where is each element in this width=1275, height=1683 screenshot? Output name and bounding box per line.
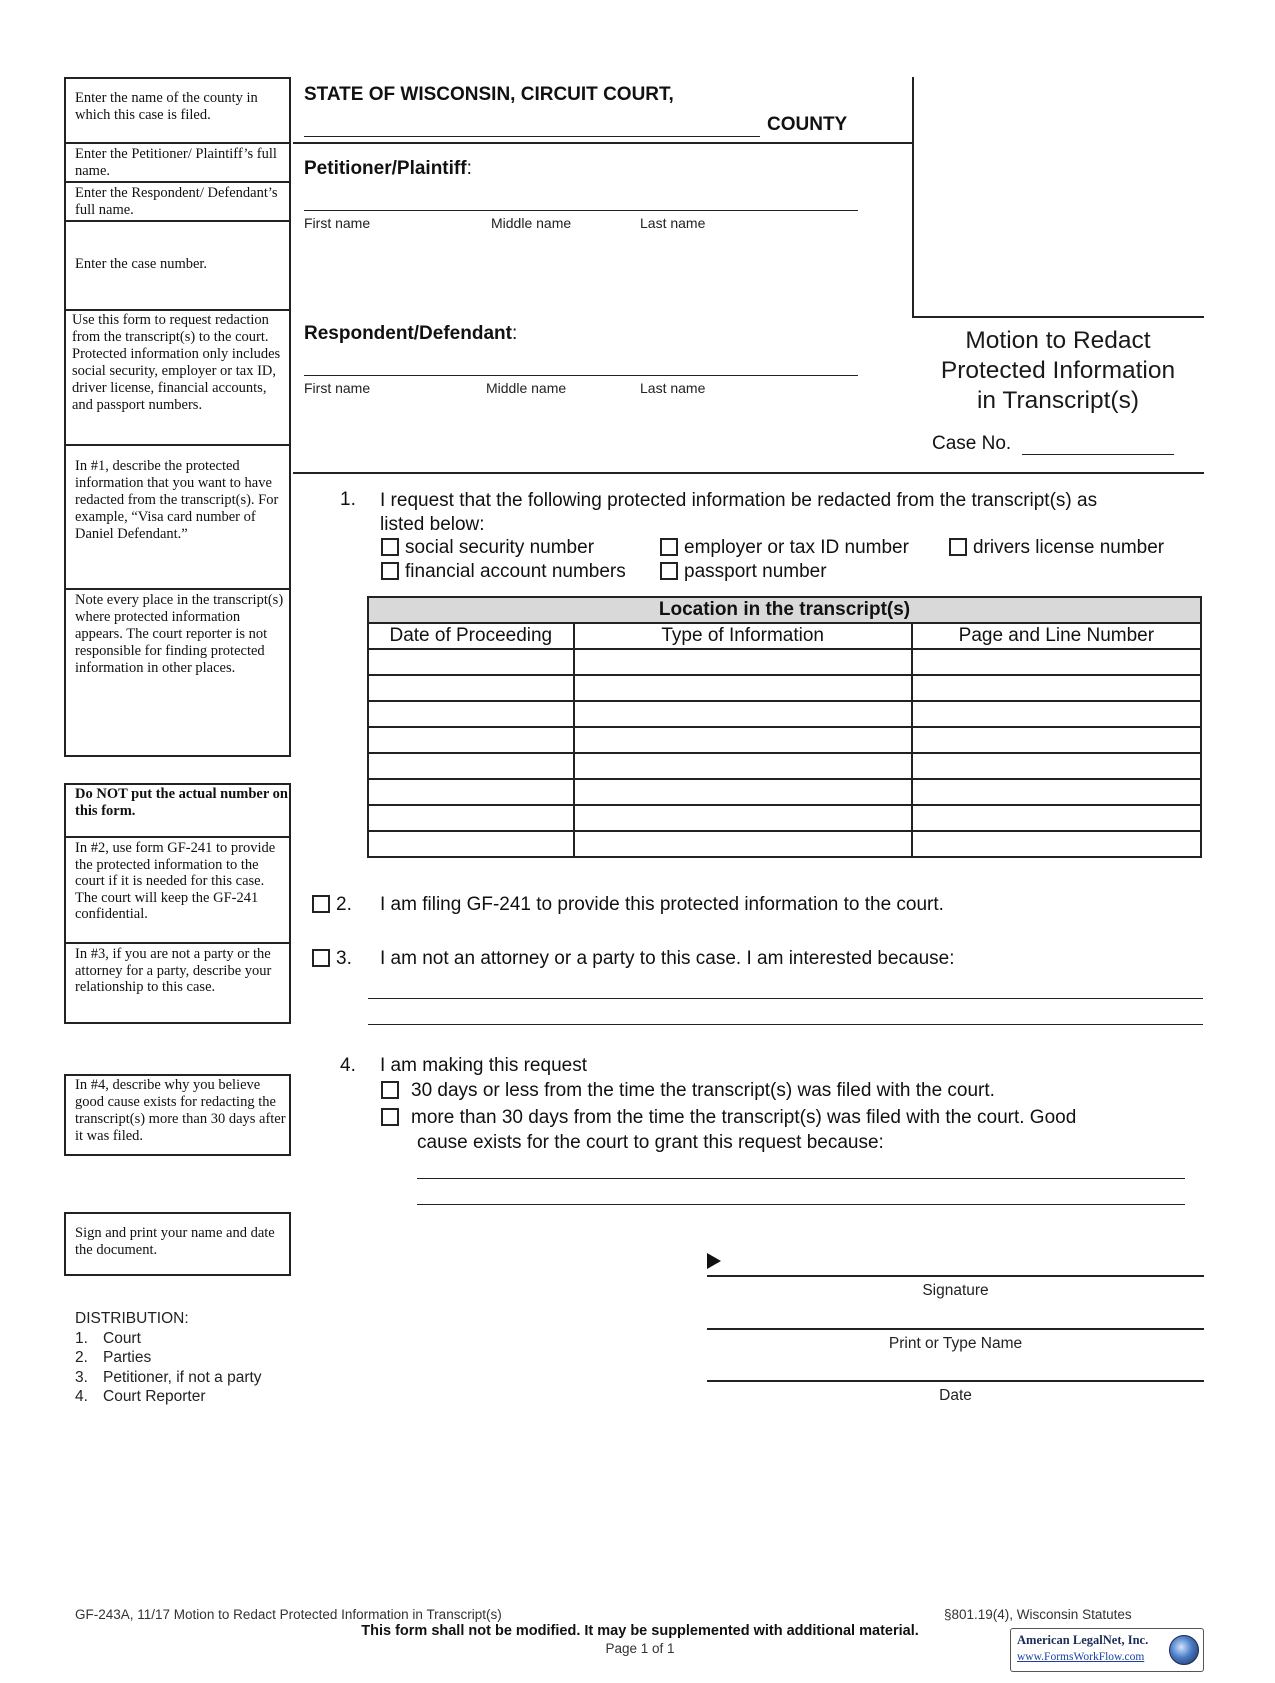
sidebar-county-hint: Enter the name of the county in which this case is filed.: [75, 90, 258, 123]
checkbox[interactable]: [660, 538, 678, 556]
location-table-title: Location in the transcript(s): [368, 597, 1201, 623]
respondent-first-name-caption: First name: [304, 380, 371, 396]
date-line[interactable]: [707, 1380, 1204, 1382]
sidebar-do-not-hint: Do NOT put the actual number on this form.: [75, 786, 288, 819]
footer-form-id: GF-243A, 11/17 Motion to Redact Protected Information in Transcript(s): [75, 1607, 502, 1622]
checkbox[interactable]: [660, 562, 678, 580]
sidebar-item2-hint: In #2, use form GF-241 to provide the protected information to the court if it is needed for this case. The court will keep the GF-241 confidential.: [66, 836, 289, 942]
case-box-bottom-border: [912, 316, 1204, 318]
sidebar-use-form-hint: Use this form to request redaction from the transcript(s) to the court. Protected information only includes social security, employer or tax ID, driver license, financial accounts, and passport numbers.: [66, 309, 289, 444]
sidebar-item1-hint: In #1, describe the protected information that you want to have redacted from the transcript(s). For example, “Visa card number of Daniel Defendant.”: [66, 444, 289, 588]
footer-statute: §801.19(4), Wisconsin Statutes: [944, 1607, 1132, 1622]
section3-text: I am not an attorney or a party to this case. I am interested because:: [380, 948, 955, 969]
checkbox[interactable]: [381, 538, 399, 556]
table-row: [368, 675, 1201, 701]
section1-text-line: listed below:: [380, 514, 485, 535]
sidebar-item4-hint: In #4, describe why you believe good cause exists for redacting the transcript(s) more than 30 days after it was filed.: [75, 1077, 286, 1144]
sidebar-note-every-hint: Note every place in the transcript(s) where protected information appears. The court reporter is not responsible for finding protected information in other places.: [66, 588, 289, 755]
respondent-name-line[interactable]: [304, 375, 858, 376]
table-row: [368, 831, 1201, 857]
section2-checkbox[interactable]: [312, 895, 330, 913]
form-title-line: Motion to Redact: [965, 327, 1151, 354]
section4-option1[interactable]: 30 days or less from the time the transcript(s) was filed with the court.: [381, 1080, 995, 1102]
signature-arrow-icon: [707, 1253, 721, 1269]
section4-text: I am making this request: [380, 1055, 587, 1076]
column-header-type: Type of Information: [574, 623, 912, 649]
section4-answer-line[interactable]: [417, 1204, 1185, 1205]
print-name-line[interactable]: [707, 1328, 1204, 1330]
section3-checkbox[interactable]: [312, 949, 330, 967]
signature-caption: Signature: [922, 1282, 989, 1299]
section2-number: 2.: [336, 894, 352, 915]
case-box-left-border: [912, 77, 914, 317]
form-title-line: in Transcript(s): [976, 387, 1139, 414]
sidebar-petitioner-hint: Enter the Petitioner/ Plaintiff’s full name.: [66, 142, 289, 181]
table-row: [368, 649, 1201, 675]
vendor-badge[interactable]: [1010, 1628, 1204, 1672]
sidebar-sign-box: [64, 1212, 291, 1276]
county-label: COUNTY: [767, 114, 848, 135]
section3-answer-line[interactable]: [368, 998, 1203, 999]
form-title-line: Protected Information: [940, 357, 1176, 384]
petitioner-first-name-caption: First name: [304, 215, 371, 231]
column-header-date: Date of Proceeding: [368, 623, 574, 649]
date-caption: Date: [939, 1387, 972, 1404]
signature-line[interactable]: [707, 1275, 1204, 1277]
table-row: [368, 753, 1201, 779]
sidebar-case-number-hint: [66, 220, 289, 309]
respondent-last-name-caption: Last name: [640, 380, 706, 396]
county-input-line[interactable]: [304, 136, 760, 137]
checkbox[interactable]: [381, 1108, 399, 1126]
option-financial-account[interactable]: financial account numbers: [381, 561, 626, 583]
vendor-name: American LegalNet, Inc.: [1017, 1633, 1149, 1647]
section4-number: 4.: [340, 1055, 356, 1076]
distribution-item: 2. Parties: [75, 1349, 152, 1366]
section4-answer-line[interactable]: [417, 1178, 1185, 1179]
checkbox[interactable]: [949, 538, 967, 556]
case-no-label: Case No.: [932, 433, 1012, 454]
option-passport[interactable]: passport number: [660, 561, 827, 583]
distribution-item: 3. Petitioner, if not a party: [75, 1368, 262, 1386]
distribution-title: DISTRIBUTION:: [75, 1310, 189, 1327]
section2-text: I am filing GF-241 to provide this protected information to the court.: [380, 894, 944, 915]
case-no-input-line[interactable]: [1022, 454, 1174, 455]
section1-text-line: I request that the following protected information be redacted from the transcript(s) as: [380, 490, 1098, 511]
table-row: [368, 727, 1201, 753]
sidebar-sign-hint: Sign and print your name and date the document.: [75, 1225, 275, 1258]
table-row: [368, 805, 1201, 831]
table-row: [368, 701, 1201, 727]
petitioner-last-name-caption: Last name: [640, 215, 706, 231]
section4-option2[interactable]: more than 30 days from the time the transcript(s) was filed with the court. Good: [381, 1107, 1076, 1129]
section3: [312, 948, 352, 970]
checkbox[interactable]: [381, 1081, 399, 1099]
sidebar-item4-box: [64, 1074, 291, 1156]
petitioner-name-line[interactable]: [304, 210, 858, 211]
petitioner-label: Petitioner/Plaintiff:: [304, 158, 472, 179]
checkbox[interactable]: [381, 562, 399, 580]
distribution-item: 1. Court: [75, 1329, 141, 1347]
respondent-label: Respondent/Defendant:: [304, 323, 518, 344]
column-header-page-line: Page and Line Number: [912, 623, 1201, 649]
footer-notice: This form shall not be modified. It may be supplemented with additional material.: [361, 1623, 919, 1639]
option-ssn[interactable]: social security number: [381, 537, 594, 559]
sidebar-instructions-top: [64, 77, 291, 757]
section1-number: 1.: [340, 489, 356, 510]
section3-number: 3.: [336, 948, 352, 969]
globe-logo-icon: [1169, 1635, 1199, 1665]
section2: [312, 894, 352, 916]
location-table: [367, 596, 1202, 858]
section4-option2-continued: cause exists for the court to grant this request because:: [417, 1132, 884, 1153]
option-employer-tax-id[interactable]: employer or tax ID number: [660, 537, 909, 559]
print-name-caption: Print or Type Name: [888, 1335, 1023, 1352]
header-divider: [293, 142, 913, 144]
header-bottom-divider: [293, 472, 1204, 474]
distribution-item: 4. Court Reporter: [75, 1388, 206, 1405]
section1-text: [380, 489, 1097, 537]
petitioner-middle-name-caption: Middle name: [491, 215, 572, 231]
form-title: [912, 326, 1204, 416]
footer-page-number: Page 1 of 1: [605, 1641, 675, 1656]
sidebar-case-number-text: Enter the case number.: [75, 256, 208, 272]
table-row: [368, 779, 1201, 805]
section3-answer-line[interactable]: [368, 1024, 1203, 1025]
sidebar-instructions-middle: [64, 783, 291, 1024]
sidebar-respondent-hint: Enter the Respondent/ Defendant’s full name.: [66, 181, 289, 220]
respondent-middle-name-caption: Middle name: [486, 380, 567, 396]
vendor-url[interactable]: www.FormsWorkFlow.com: [1017, 1651, 1145, 1663]
option-drivers-license[interactable]: drivers license number: [949, 537, 1164, 559]
court-heading: STATE OF WISCONSIN, CIRCUIT COURT,: [304, 84, 674, 105]
sidebar-item3-hint: In #3, if you are not a party or the attorney for a party, describe your relationship to this case.: [66, 942, 289, 1022]
distribution-list: [75, 1309, 262, 1407]
